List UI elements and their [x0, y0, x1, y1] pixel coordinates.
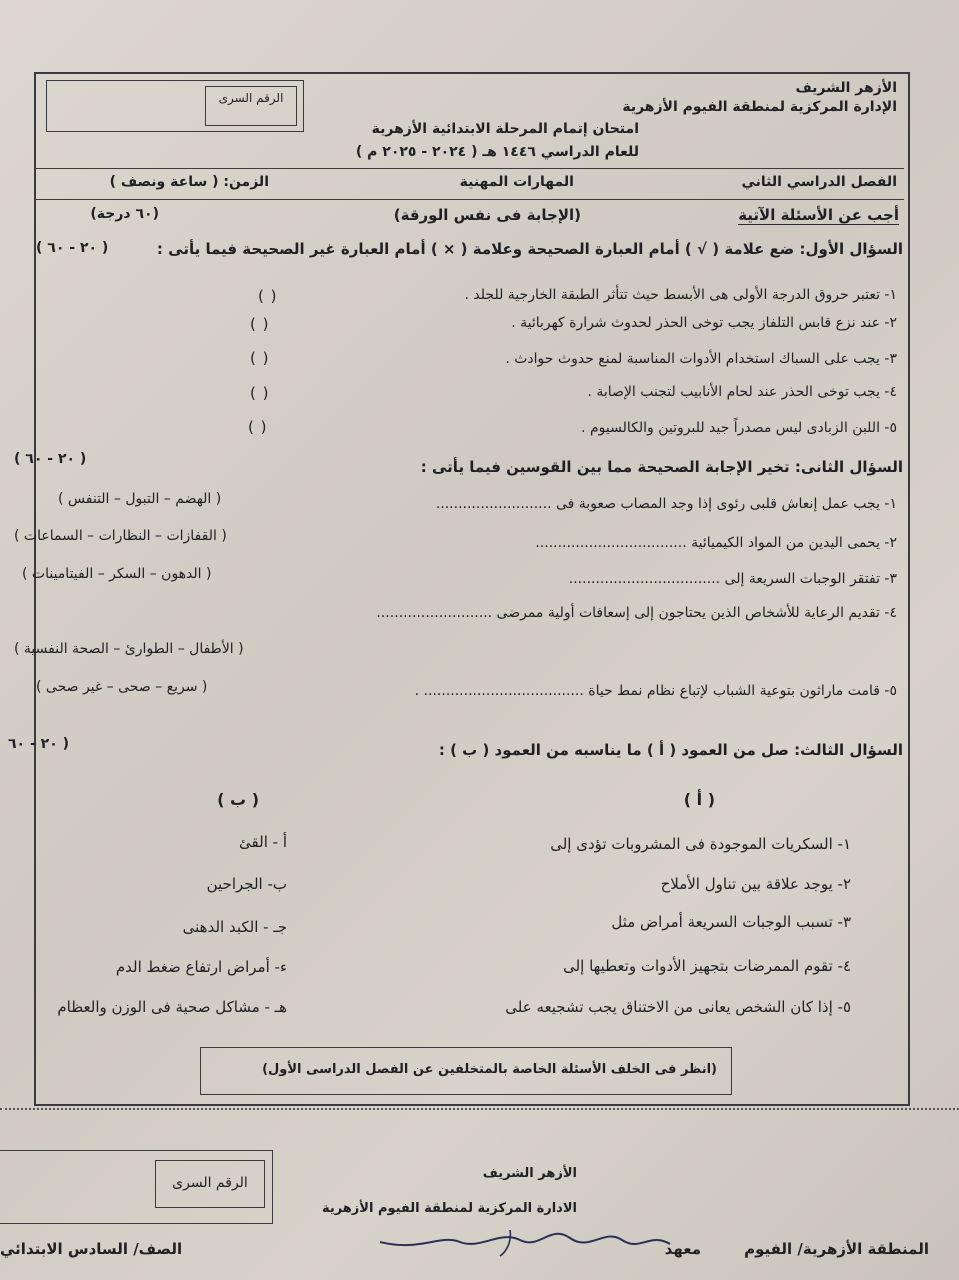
column-a-head: ( أ ) — [683, 790, 715, 809]
secret-number-label: الرقم السرى — [205, 86, 297, 126]
q2-options: ( القفازات – النظارات – السماعات ) — [14, 528, 227, 544]
q1-item: ٣- يجب على السباك استخدام الأدوات المناسبة لمنع حدوث حوادث . — [505, 351, 897, 367]
q2-item: ٢- يحمى اليدين من المواد الكيميائية .................................. — [535, 535, 897, 551]
q2-options: ( الهضم – التبول – التنفس ) — [58, 491, 222, 507]
q2-options: ( الأطفال – الطوارئ – الصحة النفسية ) — [14, 641, 244, 657]
q1-item: ٢- عند نزع قابس التلفاز يجب توخى الحذر لحدوث شرارة كهربائية . — [511, 315, 897, 331]
q2-options: ( سريع – صحى – غير صحى ) — [36, 679, 208, 695]
footer-admin: الادارة المركزية لمنطقة الفيوم الأزهرية — [321, 1201, 577, 1216]
column-b-head: ( ب ) — [217, 790, 259, 809]
footer-institute: معهد — [664, 1240, 701, 1258]
column-a-item: ٢- يوجد علاقة بين تناول الأملاح — [660, 875, 851, 893]
footer-grade: الصف/ السادس الابتدائي — [0, 1240, 183, 1258]
time: الزمن: ( ساعة ونصف ) — [109, 174, 269, 190]
instructions-answer: أجب عن الأسئلة الآتية — [738, 206, 899, 224]
q1-answer-blank[interactable]: ( ) — [250, 349, 270, 367]
total-marks: (٦٠ درجة) — [90, 206, 159, 222]
header-year: للعام الدراسي ١٤٤٦ هـ ( ٢٠٢٤ - ٢٠٢٥ م ) — [355, 144, 639, 160]
handwritten-signature — [360, 1222, 680, 1262]
q3-marks: ( ٢٠ - ٦٠ — [8, 736, 70, 752]
q1-item: ١- تعتبر حروق الدرجة الأولى هى الأبسط حيث تتأثر الطبقة الخارجية للجلد . — [464, 287, 897, 303]
q1-item: ٤- يجب توخى الحذر عند لحام الأنابيب لتجنب الإصابة . — [587, 384, 897, 400]
q1-item: ٥- اللبن الزبادى ليس مصدراً جيد للبروتين والكالسيوم . — [581, 420, 897, 436]
q1-answer-blank[interactable]: ( ) — [250, 315, 270, 333]
q2-item: ٤- تقديم الرعاية للأشخاص الذين يحتاجون إلى إسعافات أولية ممرضى .......................... — [376, 605, 897, 621]
q2-item: ١- يجب عمل إنعاش قلبى رئوى إذا وجد المصاب صعوبة فى .......................... — [435, 496, 897, 512]
tear-line — [0, 1108, 959, 1110]
page-frame — [34, 72, 910, 1106]
column-b-item: ء- أمراض ارتفاع ضغط الدم — [115, 958, 287, 976]
q2-marks: ( ٢٠ - ٦٠ ) — [14, 451, 87, 467]
header-exam: امتحان إتمام المرحلة الابتدائية الأزهرية — [371, 121, 639, 137]
q1-title: السؤال الأول: ضع علامة ( √ ) أمام العبارة الصحيحة وعلامة ( × ) أمام العبارة غير الصحيحة فيما يأتى : — [156, 240, 903, 258]
column-b-item: جـ - الكبد الدهنى — [182, 918, 287, 936]
column-a-item: ١- السكريات الموجودة فى المشروبات تؤدى إلى — [550, 835, 851, 853]
term: الفصل الدراسي الثاني — [741, 174, 897, 190]
q2-options: ( الدهون – السكر – الفيتامينات ) — [22, 566, 212, 582]
subject: المهارات المهنية — [459, 174, 574, 190]
footer-secret-label: الرقم السرى — [155, 1160, 265, 1208]
q2-title: السؤال الثانى: تخير الإجابة الصحيحة مما بين القوسين فيما يأتى : — [420, 458, 903, 476]
column-b-item: هـ - مشاكل صحية فى الوزن والعظام — [57, 998, 287, 1016]
column-b-item: أ - القئ — [239, 833, 287, 851]
q2-item: ٥- قامت ماراثون بتوعية الشباب لإتباع نظام نمط حياة .................................... . — [414, 683, 897, 699]
header-org: الأزهر الشريف — [795, 80, 897, 96]
q1-answer-blank[interactable]: ( ) — [258, 287, 278, 305]
q3-title: السؤال الثالث: صل من العمود ( أ ) ما يناسبه من العمود ( ب ) : — [438, 741, 903, 759]
column-a-item: ٤- تقوم الممرضات بتجهيز الأدوات وتعطيها إلى — [563, 957, 851, 975]
q2-item: ٣- تفتقر الوجبات السريعة إلى .................................. — [568, 571, 897, 587]
q1-marks: ( ٢٠ - ٦٠ ) — [36, 240, 109, 256]
back-page-note: (انظر فى الخلف الأسئلة الخاصة بالمتخلفين عن الفصل الدراسى الأول) — [262, 1062, 717, 1077]
column-a-item: ٣- تسبب الوجبات السريعة أمراض مثل — [611, 913, 851, 931]
q1-answer-blank[interactable]: ( ) — [248, 418, 268, 436]
q1-answer-blank[interactable]: ( ) — [250, 384, 270, 402]
footer-region: المنطقة الأزهرية/ الفيوم — [744, 1240, 929, 1258]
column-a-item: ٥- إذا كان الشخص يعانى من الاختناق يجب تشجيعه على — [505, 998, 851, 1016]
footer-org: الأزهر الشريف — [482, 1166, 577, 1181]
header-admin: الإدارة المركزية لمنطقة الفيوم الأزهرية — [622, 99, 897, 115]
column-b-item: ب- الجراحين — [206, 875, 287, 893]
instructions-same-paper: (الإجابة فى نفس الورقة) — [393, 206, 581, 224]
